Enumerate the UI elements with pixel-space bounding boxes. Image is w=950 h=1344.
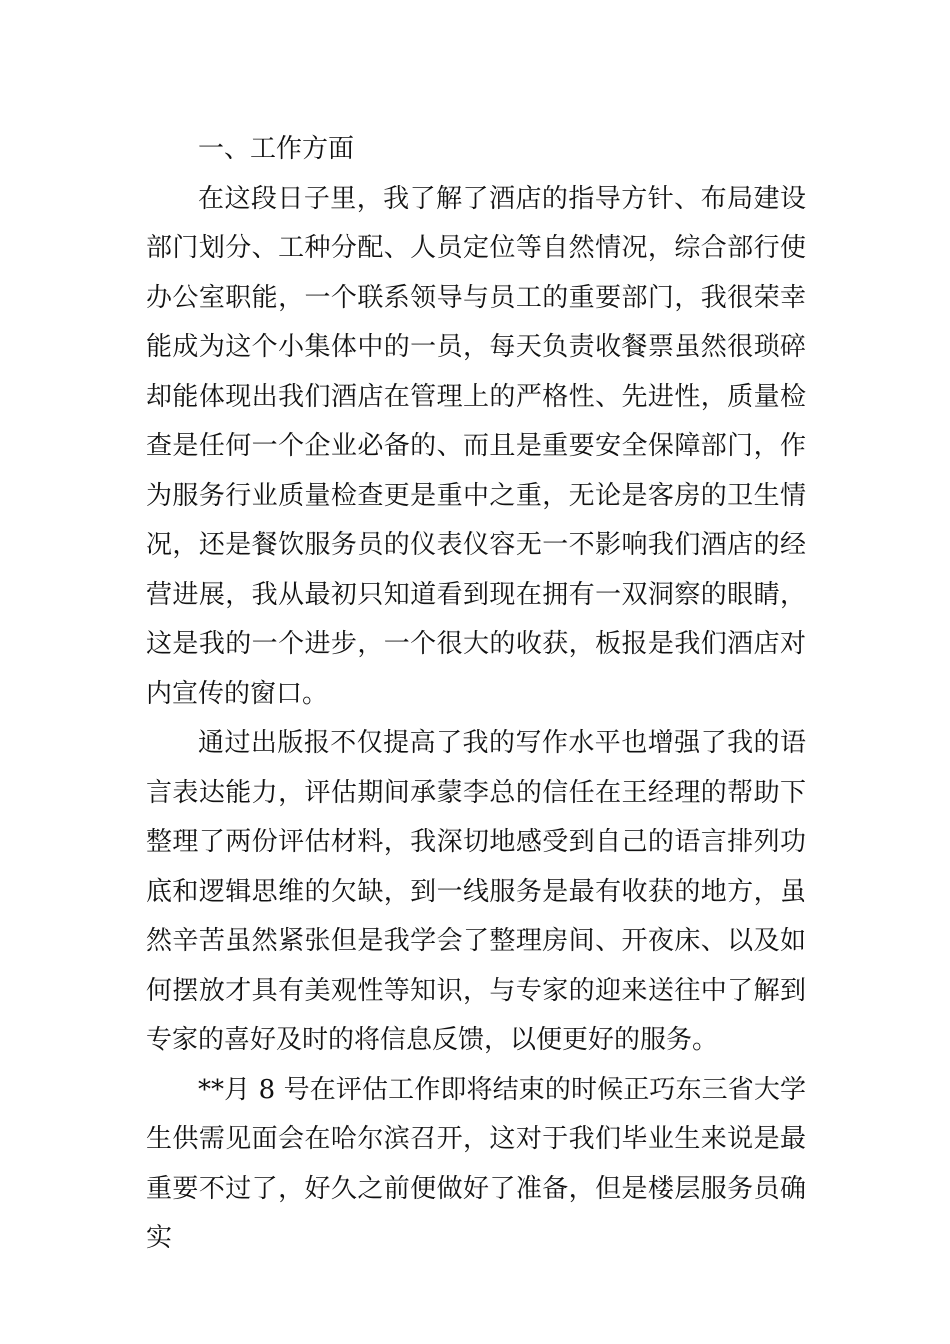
section-heading: 一、工作方面 xyxy=(198,134,355,164)
body-paragraph: **月 8 号在评估工作即将结束的时候正巧东三省大学生供需见面会在哈尔滨召开，这对于我们毕业生来说是最重要不过了，好久之前便做好了准备，但是楼层服务员确实 xyxy=(146,1074,806,1253)
body-paragraph: 通过出版报不仅提高了我的写作水平也增强了我的语言表达能力，评估期间承蒙李总的信任在王经理的帮助下整理了两份评估材料，我深切地感受到自己的语言排列功底和逻辑思维的欠缺，到一线服务是最有收获的地方，虽然辛苦虽然紧张但是我学会了整理房间、开夜床、以及如何摆放才具有美观性等知识，与专家的迎来送往中了解到专家的喜好及时的将信息反馈，以便更好的服务。 xyxy=(146,728,806,1055)
body-paragraph: 在这段日子里，我了解了酒店的指导方针、布局建设部门划分、工种分配、人员定位等自然情况，综合部行使办公室职能，一个联系领导与员工的重要部门，我很荣幸能成为这个小集体中的一员，每天负责收餐票虽然很琐碎却能体现出我们酒店在管理上的严格性、先进性，质量检查是任何一个企业必备的、而且是重要安全保障部门，作为服务行业质量检查更是重中之重，无论是客房的卫生情况，还是餐饮服务员的仪表仪容无一不影响我们酒店的经营进展，我从最初只知道看到现在拥有一双洞察的眼睛，这是我的一个进步，一个很大的收获，板报是我们酒店对内宣传的窗口。 xyxy=(146,183,806,709)
document-page xyxy=(146,125,806,1264)
